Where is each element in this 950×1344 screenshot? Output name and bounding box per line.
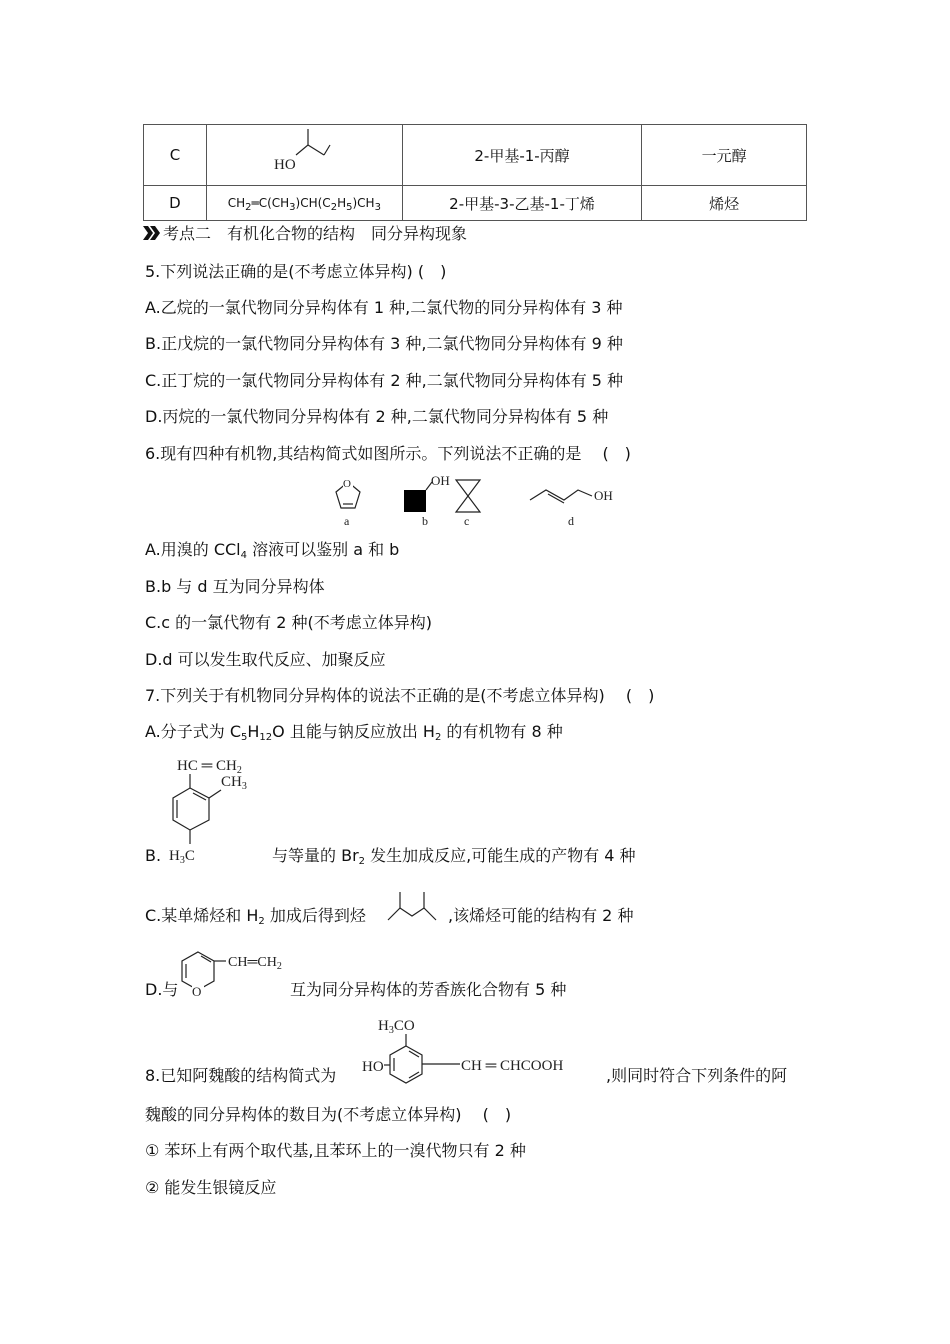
structure-c xyxy=(456,480,480,528)
answer-table xyxy=(143,124,807,221)
q8-stem-line2: 魏酸的同分异构体的数目为(不考虑立体异构) ( ) xyxy=(145,1105,512,1124)
svg-text:OH: OH xyxy=(594,488,613,503)
q7-option-d: 互为同分异构体的芳香族化合物有 5 种 xyxy=(290,980,567,999)
q6-option-d: D.d 可以发生取代反应、加聚反应 xyxy=(145,650,386,669)
row-label: C xyxy=(144,125,207,186)
structure-a xyxy=(336,477,360,528)
row-label: D xyxy=(144,186,207,221)
svg-text:CH ═ CHCOOH: CH ═ CHCOOH xyxy=(461,1058,564,1074)
svg-text:c: c xyxy=(464,514,470,528)
q5-stem: 5.下列说法正确的是(不考虑立体异构) ( ) xyxy=(145,262,447,281)
compound-name: 2-甲基-1-丙醇 xyxy=(402,125,642,186)
q6-stem: 6.现有四种有机物,其结构简式如图所示。下列说法不正确的是 ( ) xyxy=(145,444,631,463)
table-row xyxy=(144,125,807,186)
svg-text:O: O xyxy=(343,478,351,490)
q6-structures xyxy=(320,472,630,530)
q7-d-structure xyxy=(176,946,296,1002)
svg-text:a: a xyxy=(344,514,350,528)
compound-category: 一元醇 xyxy=(642,125,807,186)
q7-option-c: C.某单烯烃和 $H_2$ 加成后得到烃 xyxy=(145,906,366,927)
q6-option-a: A.用溴的 CCl$_4$ 溶液可以鉴别 a 和 b xyxy=(145,540,400,561)
svg-text:d: d xyxy=(568,514,574,528)
q7-b-structure xyxy=(165,752,275,870)
formula-cell: $CH_2═C(CH_3)CH(C_2H_5)CH_3$ xyxy=(206,186,402,221)
svg-text:OH: OH xyxy=(431,473,450,488)
svg-text:H3C: $H_3C$ xyxy=(169,848,195,866)
structure-d xyxy=(530,488,613,528)
structure-b xyxy=(404,473,450,528)
isobutanol-structure xyxy=(264,127,344,183)
ferulic-acid-structure xyxy=(360,1012,604,1090)
q5-option-c: C.正丁烷的一氯代物同分异构体有 2 种,二氯代物同分异构体有 5 种 xyxy=(145,371,624,390)
q6-option-b: B.b 与 d 互为同分异构体 xyxy=(145,577,325,596)
q7-option-a: A.分子式为 $C_5H_{12}O$ 且能与钠反应放出 $H_2$ 的有机物有 8 种 xyxy=(145,722,563,743)
svg-text:CH3: $CH_3$ xyxy=(221,774,247,792)
q5-option-b: B.正戊烷的一氯代物同分异构体有 3 种,二氯代物同分异构体有 9 种 xyxy=(145,334,623,353)
svg-text:O: O xyxy=(192,984,202,999)
structure-cell xyxy=(206,125,402,186)
svg-text:HO: HO xyxy=(362,1059,384,1075)
double-chevron-icon xyxy=(143,224,161,244)
q7-c-skeletal-structure xyxy=(384,888,444,924)
q7-option-b: 与等量的 $Br_2$ 发生加成反应,可能生成的产物有 4 种 xyxy=(272,846,636,867)
compound-category: 烯烃 xyxy=(642,186,807,221)
svg-text:H3CO: $H_3CO$ xyxy=(378,1018,415,1036)
section-title: 考点二 有机化合物的结构 同分异构现象 xyxy=(163,224,468,243)
q8-stem-post: ,则同时符合下列条件的阿 xyxy=(606,1066,788,1085)
q8-stem-pre: 8.已知阿魏酸的结构简式为 xyxy=(145,1066,337,1085)
q5-option-a: A.乙烷的一氯代物同分异构体有 1 种,二氯代物的同分异构体有 3 种 xyxy=(145,298,623,317)
q6-option-c: C.c 的一氯代物有 2 种(不考虑立体异构) xyxy=(145,613,432,632)
q7-option-b-label: B. xyxy=(145,846,162,865)
q7-stem: 7.下列关于有机物同分异构体的说法不正确的是(不考虑立体异构) ( ) xyxy=(145,686,655,705)
svg-text:HC ═ CH2: HC ═ $CH_2$ xyxy=(177,758,242,776)
q7-option-c-post: ,该烯烃可能的结构有 2 种 xyxy=(448,906,634,925)
q8-condition-2: ② 能发生银镜反应 xyxy=(145,1178,277,1197)
ho-label: HO xyxy=(274,157,296,173)
q8-condition-1: ① 苯环上有两个取代基,且苯环上的一溴代物只有 2 种 xyxy=(145,1141,526,1160)
table-row xyxy=(144,186,807,221)
svg-text:b: b xyxy=(422,514,428,528)
compound-name: 2-甲基-3-乙基-1-丁烯 xyxy=(402,186,642,221)
q5-option-d: D.丙烷的一氯代物同分异构体有 2 种,二氯代物同分异构体有 5 种 xyxy=(145,407,609,426)
q7-option-d-label: D.与 xyxy=(145,980,179,999)
svg-text:CH═CH2: $CH═CH_2$ xyxy=(228,955,282,972)
section-heading xyxy=(143,224,467,244)
